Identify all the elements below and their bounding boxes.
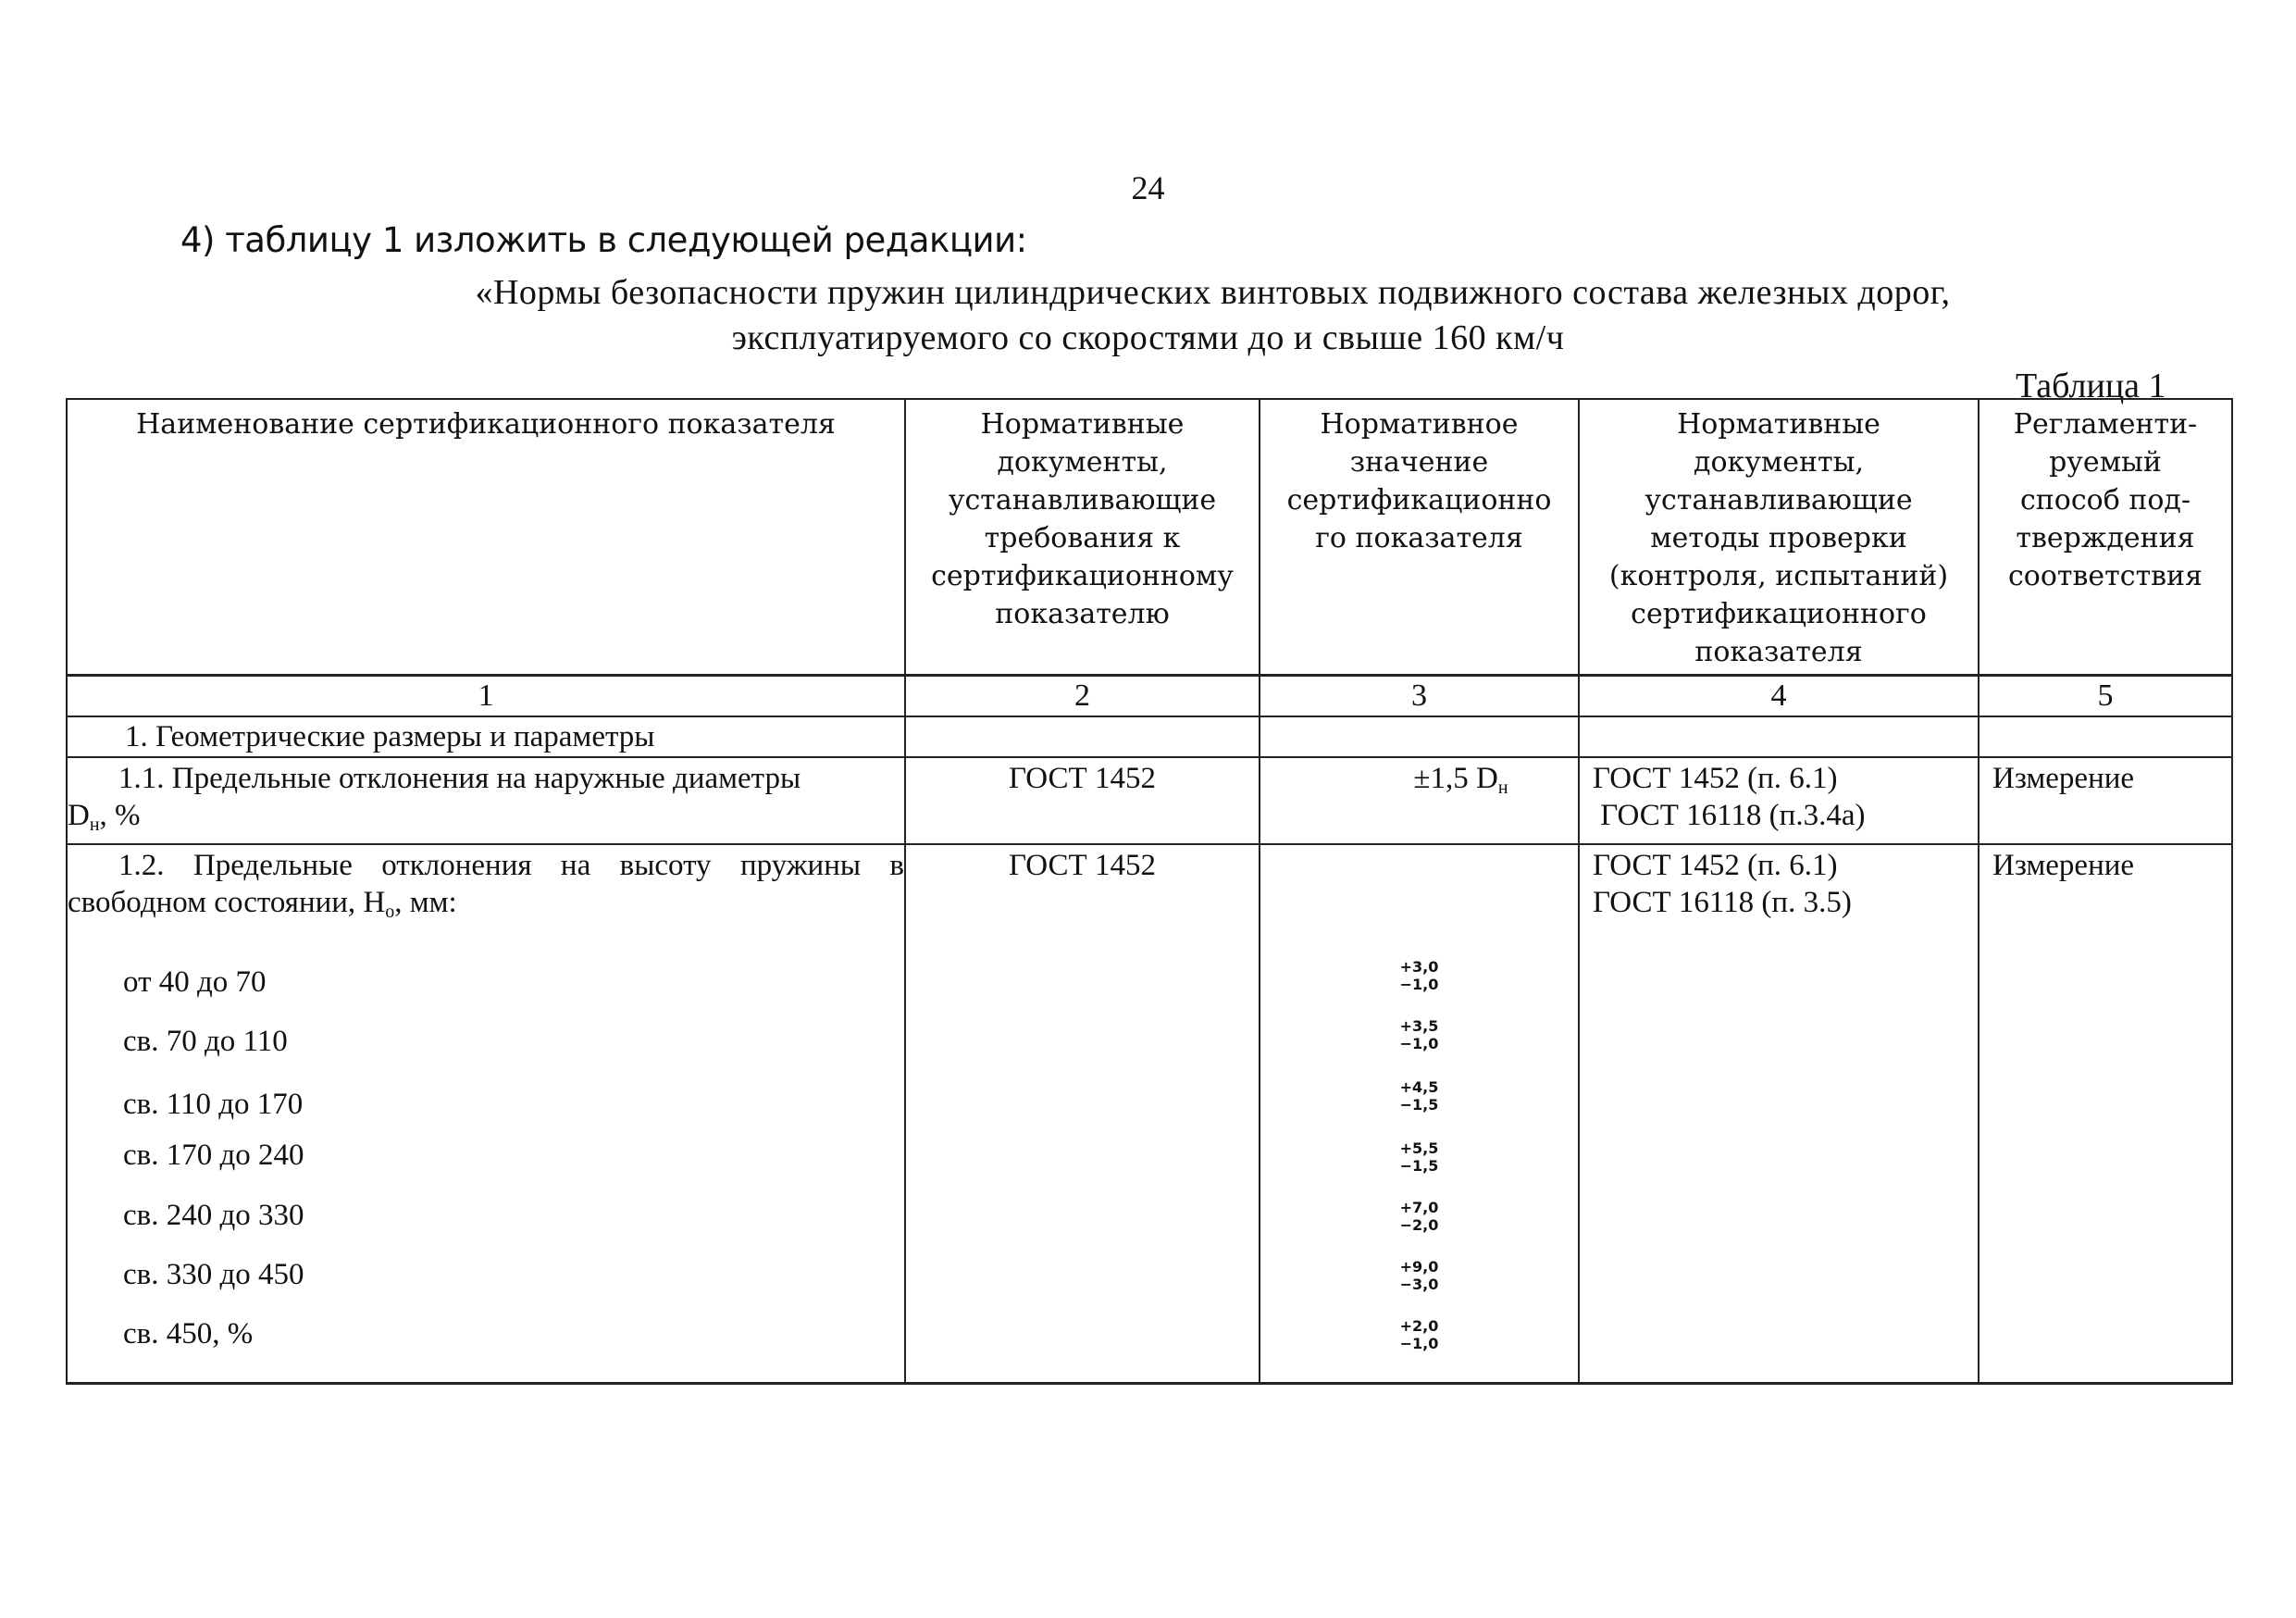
header-indicator-name: Наименование сертификационного показателя [67, 399, 905, 676]
tolerance-value: +4,5 −1,5 [1399, 1078, 1439, 1114]
row-1-1-doc: ГОСТ 1452 [905, 757, 1260, 844]
column-number: 1 [67, 676, 905, 717]
page-number: 24 [1131, 169, 1165, 206]
column-number: 2 [905, 676, 1260, 717]
height-range: св. 170 до 240 [123, 1139, 304, 1172]
tolerance-value: +3,0 −1,0 [1399, 958, 1439, 993]
height-range: от 40 до 70 [123, 965, 267, 999]
tolerance-value: +2,0 −1,0 [1399, 1317, 1439, 1352]
table-caption: Таблица 1 [2016, 367, 2166, 405]
table-row [67, 844, 2232, 1384]
column-number: 3 [1260, 676, 1579, 717]
table-row [67, 757, 2232, 844]
section-title: 1. Геометрические размеры и параметры [67, 716, 905, 757]
table-title-line-2: эксплуатируемого со скоростями до и свыше 160 км/ч [731, 318, 1565, 357]
row-1-1-confirm: Измерение [1979, 757, 2232, 844]
tolerance-value: +3,5 −1,0 [1399, 1017, 1439, 1052]
section-row [67, 716, 2232, 757]
intro-text: 4) таблицу 1 изложить в следующей редакции: [180, 220, 1027, 260]
table-title-line-1: «Нормы безопасности пружин цилиндрических винтовых подвижного состава железных дорог, [475, 273, 1951, 312]
tolerance-value: +7,0 −2,0 [1399, 1199, 1439, 1234]
height-range: св. 240 до 330 [123, 1199, 304, 1232]
height-range: св. 450, % [123, 1317, 254, 1350]
column-number: 5 [1979, 676, 2232, 717]
height-range: св. 330 до 450 [123, 1258, 304, 1291]
row-1-2-confirm: Измерение [1979, 844, 2232, 1384]
table-header-row [67, 399, 2232, 676]
row-1-2-doc: ГОСТ 1452 [905, 844, 1260, 1384]
column-number: 4 [1579, 676, 1979, 717]
row-1-2-values [1260, 844, 1579, 1384]
height-range: св. 70 до 110 [123, 1025, 288, 1058]
header-confirmation-method: Регламенти-руемый способ под-тверждения соответствия [1979, 399, 2232, 676]
row-1-1-methods: ГОСТ 1452 (п. 6.1) ГОСТ 16118 (п.3.4а) [1579, 757, 1979, 844]
row-1-2-name: 1.2. Предельные отклонения на высоту пружины в свободном состоянии, $H_о$, мм: от 40 до 70 св. 70 до 110 св. 110 до 170 св. 170 до 240 св. 240 до 330 св. 330 до 450 св. 450, % [67, 844, 905, 1384]
header-method-docs: Нормативные документы, устанавливающие методы проверки (контроля, испытаний) сертификационного показателя [1579, 399, 1979, 676]
column-number-row [67, 676, 2232, 717]
safety-norms-table [66, 398, 2233, 1385]
tolerance-value: +9,0 −3,0 [1399, 1258, 1439, 1293]
height-range: св. 110 до 170 [123, 1088, 304, 1121]
row-1-2-methods: ГОСТ 1452 (п. 6.1) ГОСТ 16118 (п. 3.5) [1579, 844, 1979, 1384]
row-1-1-value: ±1,5 $D_н$ [1260, 757, 1579, 844]
tolerance-value: +5,5 −1,5 [1399, 1139, 1439, 1175]
header-requirement-docs: Нормативные документы, устанавливающие требования к сертификационному показателю [905, 399, 1260, 676]
row-1-1-name: 1.1. Предельные отклонения на наружные диаметры $D_н$, % [67, 757, 905, 844]
header-normative-value: Нормативное значение сертификационно го показателя [1260, 399, 1579, 676]
